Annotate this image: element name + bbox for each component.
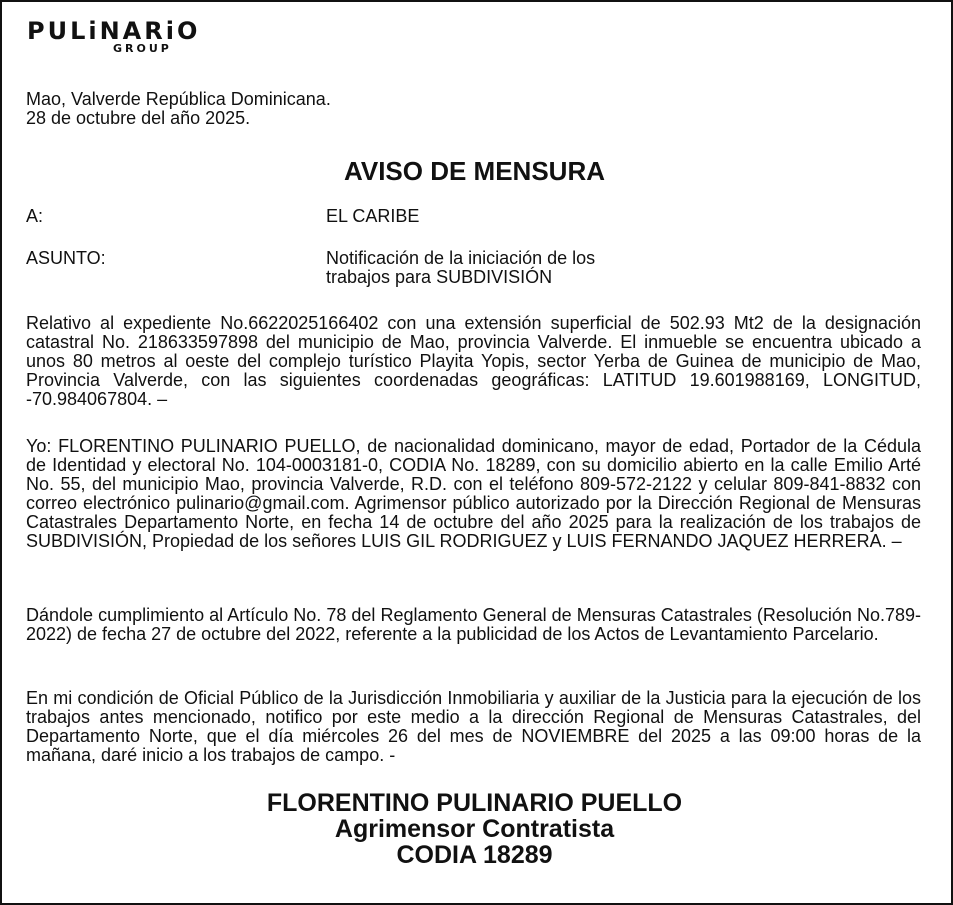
paragraph-notification: En mi condición de Oficial Público de la Jurisdicción Inmobiliaria y auxiliar de la Justicia para la ejecución de los trabajos antes mencionado, notifico por este medio a la dirección Regional de Mensuras Catastrales, del Departamento Norte, que el día miércoles 26 del mes de NOVIEMBRE del 2025 a las 09:00 horas de la mañana, daré inicio a los trabajos de campo. -: [26, 688, 921, 765]
paragraph-regulation: Dándole cumplimiento al Artículo No. 78 del Reglamento General de Mensuras Catastrales (Resolución No.789-2022) de fecha 27 de octubre del 2022, referente a la publicidad de los Actos de Levantamiento Parcelario.: [26, 605, 921, 644]
date-line: 28 de octubre del año 2025.: [26, 108, 251, 128]
subject-line-1: Notificación de la iniciación de los: [326, 248, 596, 268]
recipient-value: [326, 207, 419, 226]
recipient-label: A:: [26, 206, 44, 226]
notice-title: AVISO DE MENSURA: [344, 156, 605, 186]
recipient-value-text: EL CARIBE: [326, 206, 420, 226]
signature-role: Agrimensor Contratista: [334, 815, 615, 843]
subject-label: ASUNTO:: [26, 248, 106, 268]
logo-subtitle: GROUP: [113, 42, 172, 55]
place-line: Mao, Valverde República Dominicana.: [26, 89, 331, 109]
signature-codia: CODIA 18289: [396, 841, 553, 869]
logo-wordmark: PULiNARiO: [27, 17, 201, 45]
subject-value: [326, 249, 595, 287]
paragraph-expediente: Relativo al expediente No.6622025166402 con una extensión superficial de 502.93 Mt2 de la designación catastral No. 218633597898 del municipio de Mao, provincia Valverde. El inmueble se encuentra ubicado a unos 80 metros al oeste del complejo turístico Playita Yopis, sector Yerba de Guinea de municipio de Mao, Provincia Valverde, con las siguientes coordenadas geográficas: LATITUD 19.601988169, LONGITUD, -70.984067804. –: [26, 313, 921, 409]
subject-line-2: trabajos para SUBDIVISIÓN: [326, 267, 553, 287]
place-date-block: [26, 90, 331, 128]
company-logo: [27, 18, 252, 58]
signature-name: FLORENTINO PULINARIO PUELLO: [266, 789, 683, 817]
paragraph-surveyor: Yo: FLORENTINO PULINARIO PUELLO, de nacionalidad dominicano, mayor de edad, Portador de la Cédula de Identidad y electoral No. 104-0003181-0, CODIA No. 18289, con su domicilio abierto en la calle Emilio Arté No. 55, del municipio Mao, provincia Valverde, R.D. con el teléfono 809-572-2122 y celular 809-841-8832 con correo electrónico pulinario@gmail.com. Agrimensor público autorizado por la Dirección Regional de Mensuras Catastrales Departamento Norte, en fecha 14 de octubre del año 2025 para la realización de los trabajos de SUBDIVISIÓN, Propiedad de los señores LUIS GIL RODRIGUEZ y LUIS FERNANDO JAQUEZ HERRERA. –: [26, 436, 921, 551]
signature-block: [0, 790, 949, 868]
